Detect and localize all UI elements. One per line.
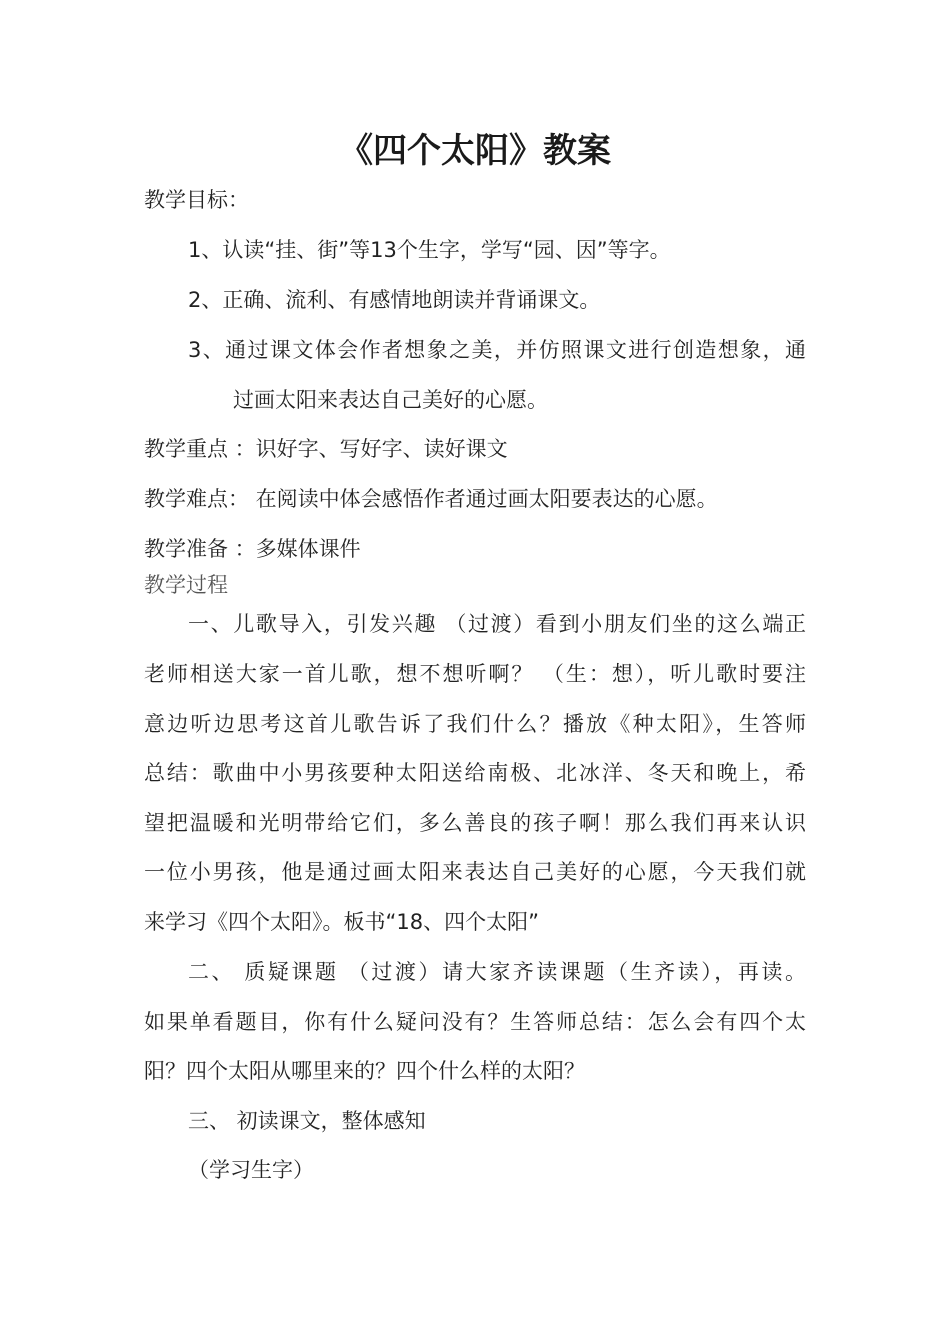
objective-2: 2、正确、流利、有感情地朗读并背诵课文。 bbox=[188, 288, 601, 312]
section1-line: 意边听边思考这首儿歌告诉了我们什么？播放《种太阳》，生答师 bbox=[144, 712, 806, 736]
objectives-heading: 教学目标： bbox=[144, 188, 249, 212]
objective-1: 1、认读“挂、街”等13个生字，学写“园、因”等字。 bbox=[188, 238, 671, 262]
objective-3-continued: 过画太阳来表达自己美好的心愿。 bbox=[233, 388, 548, 412]
section1-line: 望把温暖和光明带给它们，多么善良的孩子啊！那么我们再来认识 bbox=[144, 811, 806, 835]
objective-3: 3、通过课文体会作者想象之美，并仿照课文进行创造想象，通 bbox=[188, 338, 806, 362]
section1-line: 来学习《四个太阳》。板书“18、四个太阳” bbox=[144, 910, 539, 934]
section1-line: 老师相送大家一首儿歌，想不想听啊？ （生：想），听儿歌时要注 bbox=[144, 662, 806, 686]
process-heading: 教学过程 bbox=[144, 573, 228, 597]
document-title: 《四个太阳》教案 bbox=[339, 131, 611, 171]
section1-line: 一位小男孩，他是通过画太阳来表达自己美好的心愿，今天我们就 bbox=[144, 860, 806, 884]
key-points: 教学重点 ：识好字、写好字、读好课文 bbox=[144, 437, 508, 461]
section1-line: 一、儿歌导入，引发兴趣 （过渡）看到小朋友们坐的这么端正 bbox=[188, 612, 806, 636]
preparation: 教学准备 ：多媒体课件 bbox=[144, 537, 361, 561]
section3-subheading: （学习生字） bbox=[188, 1158, 314, 1182]
difficulties: 教学难点： 在阅读中体会感悟作者通过画太阳要表达的心愿。 bbox=[144, 487, 718, 511]
section2-line: 二、 质疑课题 （过渡）请大家齐读课题（生齐读），再读。 bbox=[188, 960, 806, 984]
section3-heading: 三、 初读课文，整体感知 bbox=[188, 1109, 426, 1133]
section2-line: 阳？四个太阳从哪里来的？四个什么样的太阳？ bbox=[144, 1059, 585, 1083]
section2-line: 如果单看题目，你有什么疑问没有？生答师总结：怎么会有四个太 bbox=[144, 1010, 806, 1034]
section1-line: 总结：歌曲中小男孩要种太阳送给南极、北冰洋、冬天和晚上，希 bbox=[144, 761, 806, 785]
